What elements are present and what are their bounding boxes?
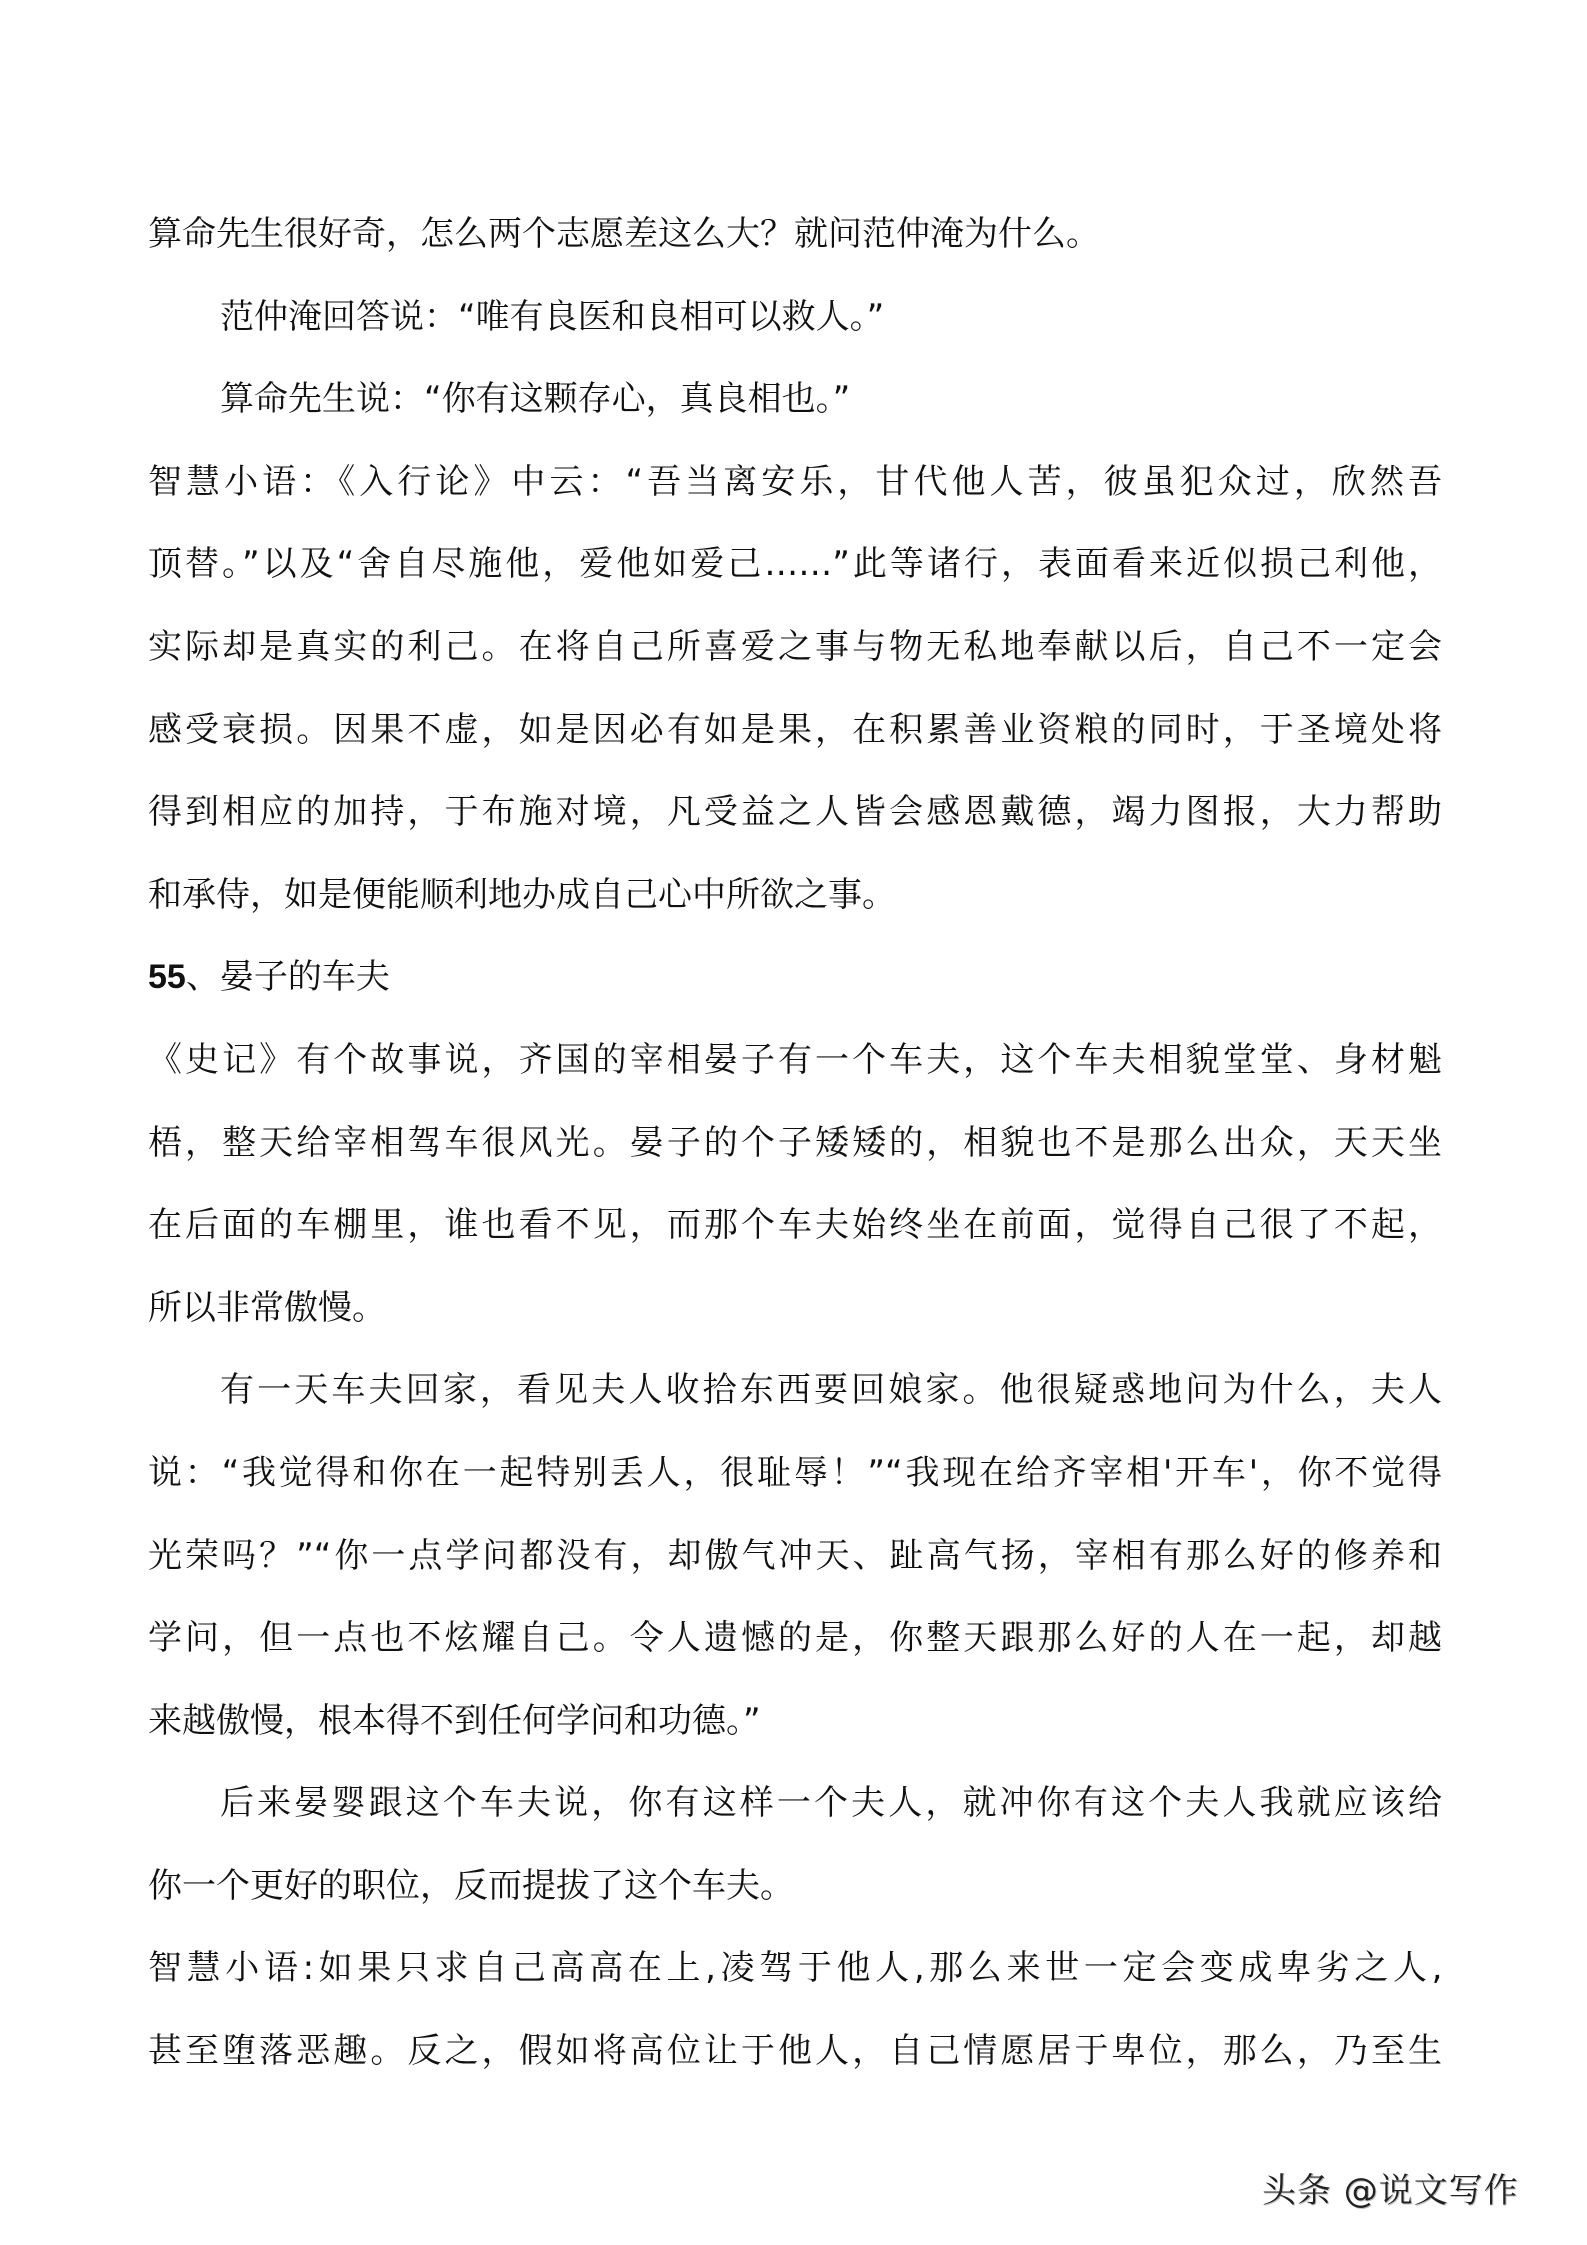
wisdom-note-line: 感受衰损。因果不虚，如是因必有如是果，在积累善业资粮的同时，于圣境处将 <box>148 709 1442 750</box>
wisdom-note-line: 甚至堕落恶趣。反之，假如将高位让于他人，自己情愿居于卑位，那么，乃至生 <box>148 2031 1442 2072</box>
story-line: 在后面的车棚里，谁也看不见，而那个车夫始终坐在前面，觉得自己很了不起， <box>148 1205 1442 1246</box>
source-watermark: 头条 @说文写作 <box>1262 2171 1519 2211</box>
paragraph-line: 算命先生很好奇，怎么两个志愿差这么大？就问范仲淹为什么。 <box>148 214 1100 254</box>
story-line: 所以非常傲慢。 <box>148 1287 386 1328</box>
wisdom-note-line: 实际却是真实的利己。在将自己所喜爱之事与物无私地奉献以后，自己不一定会 <box>148 626 1442 667</box>
wisdom-note-line: 和承侍，如是便能顺利地办成自己心中所欲之事。 <box>148 874 896 915</box>
section-number: 55 <box>148 958 186 997</box>
wisdom-note-line: 智慧小语：《入行论》中云：“吾当离安乐，甘代他人苦，彼虽犯众过，欣然吾 <box>148 461 1442 502</box>
story-line: 梧，整天给宰相驾车很风光。晏子的个子矮矮的，相貌也不是那么出众，天天坐 <box>148 1122 1442 1163</box>
section-title: 晏子的车夫 <box>219 957 390 998</box>
story-line: 有一天车夫回家，看见夫人收拾东西要回娘家。他很疑惑地问为什么，夫人 <box>220 1370 1442 1411</box>
story-line: 《史记》有个故事说，齐国的宰相晏子有一个车夫，这个车夫相貌堂堂、身材魁 <box>148 1039 1442 1080</box>
section-separator: 、 <box>185 957 220 998</box>
paragraph-line: 范仲淹回答说：“唯有良医和良相可以救人。” <box>220 296 885 337</box>
section-heading <box>148 936 1442 1019</box>
story-line: 说：“我觉得和你在一起特别丢人，很耻辱！”“我现在给齐宰相'开车'，你不觉得 <box>148 1452 1442 1493</box>
story-line: 后来晏婴跟这个车夫说，你有这样一个夫人，就冲你有这个夫人我就应该给 <box>220 1783 1442 1824</box>
story-line: 学问，但一点也不炫耀自己。令人遗憾的是，你整天跟那么好的人在一起，却越 <box>148 1618 1442 1659</box>
document-page <box>148 193 1442 2093</box>
wisdom-note-line: 顶替。”以及“舍自尽施他，爱他如爱己……”此等诸行，表面看来近似损己利他， <box>148 544 1442 585</box>
story-line: 来越傲慢，根本得不到任何学问和功德。” <box>148 1700 761 1741</box>
story-line: 你一个更好的职位，反而提拔了这个车夫。 <box>148 1865 794 1906</box>
story-line: 光荣吗？”“你一点学问都没有，却傲气冲天、趾高气扬，宰相有那么好的修养和 <box>148 1535 1442 1576</box>
paragraph-line: 算命先生说：“你有这颗存心，真良相也。” <box>220 379 851 420</box>
wisdom-note-line: 智慧小语:如果只求自己高高在上,凌驾于他人,那么来世一定会变成卑劣之人, <box>148 1948 1442 1989</box>
wisdom-note-line: 得到相应的加持，于布施对境，凡受益之人皆会感恩戴德，竭力图报，大力帮助 <box>148 792 1442 833</box>
